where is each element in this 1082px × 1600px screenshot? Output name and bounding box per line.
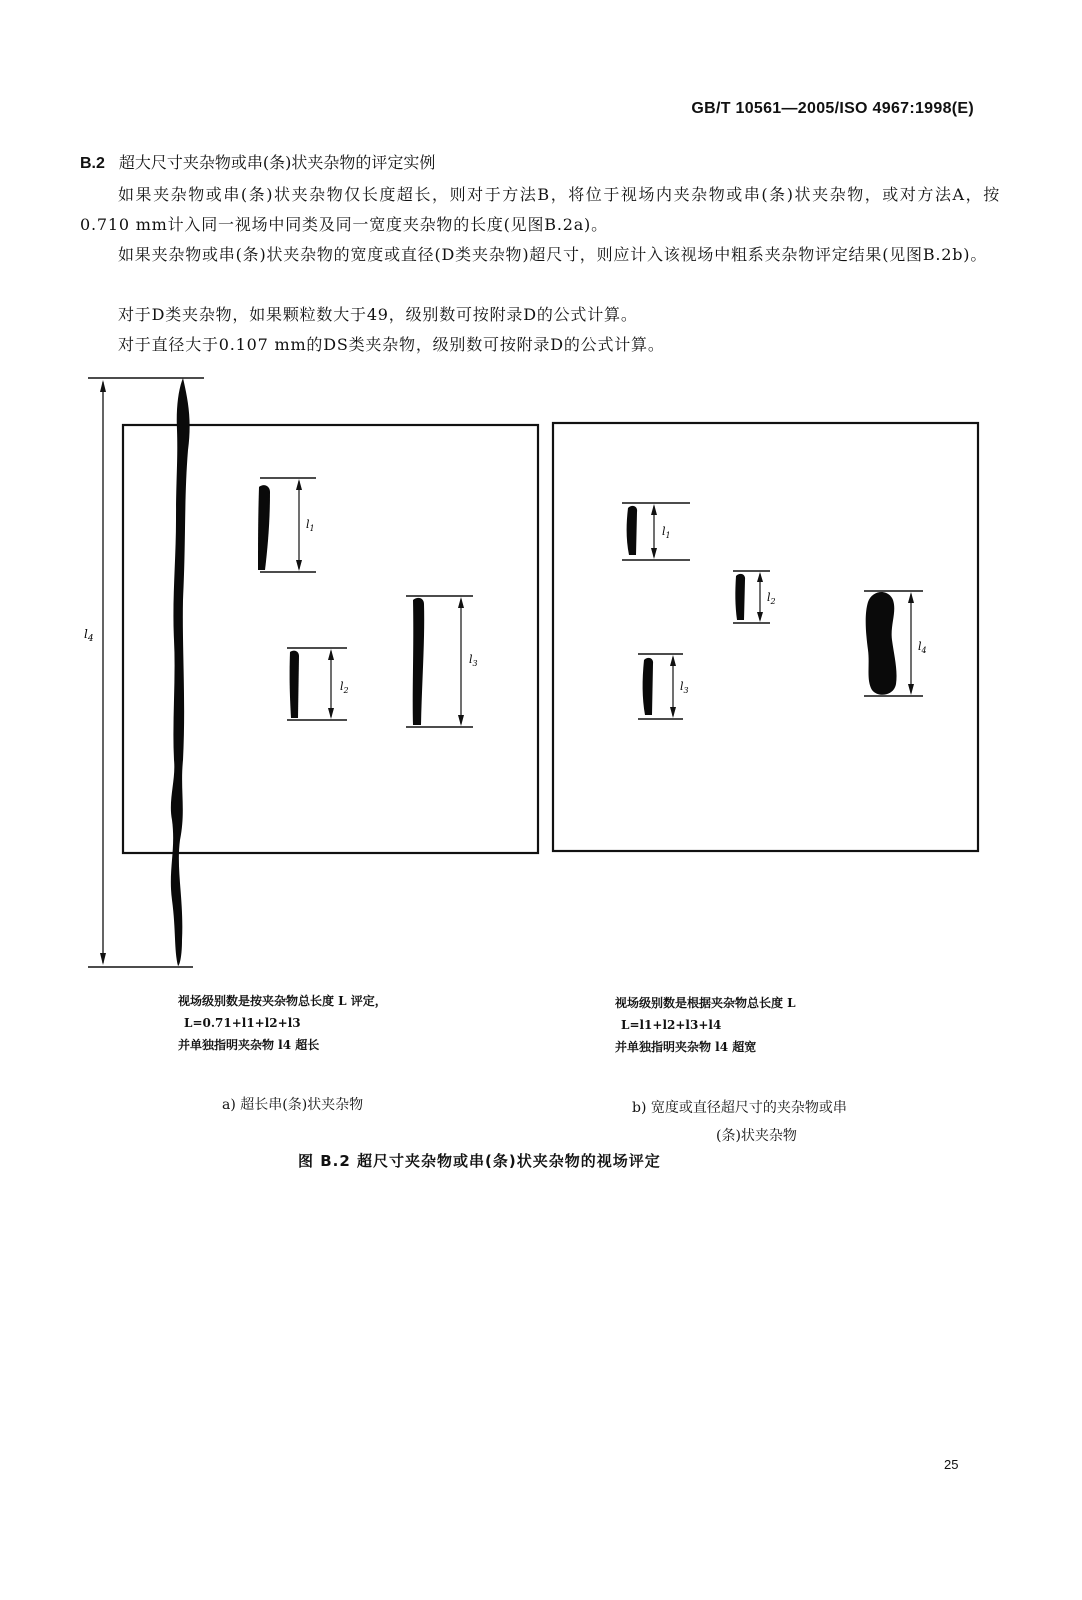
right-note-line-1: 视场级别数是根据夹杂物总长度 L (615, 996, 796, 1010)
left-figure-note (178, 990, 387, 1056)
section-number: B.2 (80, 155, 105, 172)
l4-arrow-bottom (100, 953, 106, 965)
left-note-line-1: 视场级别数是按夹杂物总长度 L 评定， (178, 994, 387, 1008)
figure-title: 图 B.2 超尺寸夹杂物或串(条)状夹杂物的视场评定 (298, 1152, 661, 1170)
label-l1-right: $l_1$ (662, 525, 671, 540)
label-l2-left: $l_2$ (340, 680, 349, 695)
inclusion-l2-left (290, 651, 299, 718)
subfigure-a-caption: a) 超长串(条)状夹杂物 (222, 1097, 364, 1113)
page-number: 25 (944, 1457, 959, 1472)
subfigure-b-caption (632, 1094, 847, 1150)
long-stringer-inclusion (171, 378, 190, 966)
inclusion-l1-right (627, 506, 638, 555)
label-l1-left: $l_1$ (306, 518, 315, 533)
right-field-of-view-frame (553, 423, 978, 851)
standard-code-header: GB/T 10561—2005/ISO 4967:1998(E) (691, 100, 974, 117)
inclusion-l1-left (258, 485, 270, 570)
paragraph-1: 如果夹杂物或串(条)状夹杂物仅长度超长，则对于方法B，将位于视场内夹杂物或串(条)状夹杂物，或对方法A，按0.710 mm计入同一视场中同类及同一宽度夹杂物的长度(见图B.2a)。 (80, 185, 1000, 234)
label-l3-left: $l_3$ (469, 653, 478, 668)
right-note-line-3: 并单独指明夹杂物 l4 超宽 (615, 1040, 757, 1054)
inclusion-l3-left (413, 598, 424, 725)
label-l4-right: $l_4$ (918, 640, 927, 655)
right-figure-note (615, 992, 796, 1058)
paragraph-3: 对于D类夹杂物，如果颗粒数大于49，级别数可按附录D的公式计算。 (118, 305, 638, 324)
label-l3-right: $l_3$ (680, 680, 689, 695)
subfigure-b-caption-line-2: (条)状夹杂物 (716, 1128, 797, 1144)
subfigure-b-caption-line-1: b) 宽度或直径超尺寸的夹杂物或串 (632, 1100, 847, 1116)
paragraph-2: 如果夹杂物或串(条)状夹杂物的宽度或直径(D类夹杂物)超尺寸，则应计入该视场中粗系夹杂物评定结果(见图B.2b)。 (118, 245, 988, 264)
left-note-line-3: 并单独指明夹杂物 l4 超长 (178, 1038, 320, 1052)
l4-arrow-top (100, 380, 106, 392)
inclusion-l4-right-wide (866, 592, 897, 695)
inclusion-l2-right (735, 574, 745, 620)
inclusion-l3-right (643, 658, 654, 715)
label-l2-right: $l_2$ (767, 591, 776, 606)
label-l4-left: $l_4$ (84, 627, 94, 644)
left-note-line-2: L=0.71+l1+l2+l3 (184, 1016, 301, 1030)
right-note-line-2: L=l1+l2+l3+l4 (621, 1018, 722, 1032)
section-title: 超大尺寸夹杂物或串(条)状夹杂物的评定实例 (118, 153, 436, 172)
paragraph-4: 对于直径大于0.107 mm的DS类夹杂物，级别数可按附录D的公式计算。 (118, 335, 665, 354)
